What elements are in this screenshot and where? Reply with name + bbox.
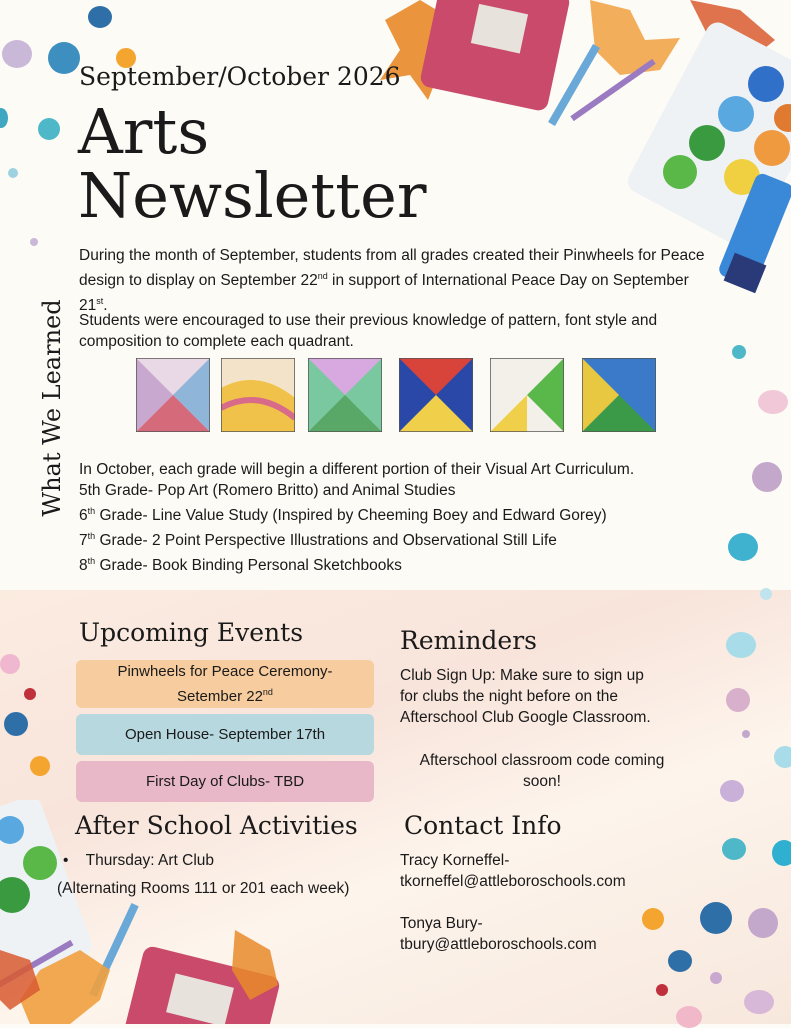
grade-6-number: 6 xyxy=(79,507,88,525)
paint-dot-icon xyxy=(758,390,788,414)
paint-dot-icon xyxy=(676,1006,702,1028)
curriculum-section xyxy=(79,459,759,576)
grade-7-text: Grade- 2 Point Perspective Illustrations and Observational Still Life xyxy=(95,532,557,550)
grade-8-text: Grade- Book Binding Personal Sketchbooks xyxy=(95,557,402,575)
event-pinwheels-ceremony xyxy=(76,660,374,708)
upcoming-events-heading: Upcoming Events xyxy=(79,618,304,647)
title-line-1: Arts xyxy=(78,95,210,168)
intro-sup-st: st xyxy=(96,296,104,307)
reminders-club-signup xyxy=(400,665,651,728)
grade-7-number: 7 xyxy=(79,532,88,550)
contact-email[interactable]: tkorneffel@attleboroschools.com xyxy=(400,873,626,890)
paint-dot-icon xyxy=(30,756,50,776)
grade-7-item xyxy=(79,526,759,551)
contact-email[interactable]: tbury@attleboroschools.com xyxy=(400,936,597,953)
event-first-day-clubs: First Day of Clubs- TBD xyxy=(76,761,374,802)
intro-text-a: During the month of September, students from all grades created their Pinwheels for Peace design to display on September 22 xyxy=(79,247,705,290)
activity-list-item xyxy=(63,850,214,871)
grade-6-item xyxy=(79,501,759,526)
title-line-2: Newsletter xyxy=(78,159,427,232)
paint-dot-icon xyxy=(88,6,112,28)
paint-dot-icon xyxy=(38,118,60,140)
contact-name: Tracy Korneffel- xyxy=(400,852,510,869)
pinwheel-artwork-image xyxy=(308,358,382,432)
event-open-house: Open House- September 17th xyxy=(76,714,374,755)
curriculum-intro: In October, each grade will begin a different portion of their Visual Art Curriculum. xyxy=(79,461,635,478)
paint-dot-icon xyxy=(722,838,746,860)
intro-text-b: in support of International Peace Day on September 21 xyxy=(79,272,689,315)
paint-dot-icon xyxy=(0,654,20,674)
ordinal-sup: th xyxy=(87,531,96,542)
paint-dot-icon xyxy=(710,972,722,984)
paint-dot-icon xyxy=(732,345,746,359)
paint-dot-icon xyxy=(726,632,756,658)
reminders-heading: Reminders xyxy=(400,626,537,655)
side-label: What We Learned xyxy=(38,299,66,517)
paint-dot-icon xyxy=(700,902,732,934)
intro-paragraph-2: Students were encouraged to use their previous knowledge of pattern, font style and composition to complete each quadrant. xyxy=(79,312,658,350)
paint-dot-icon xyxy=(668,950,692,972)
contact-1 xyxy=(400,850,626,892)
newsletter-title xyxy=(78,95,427,232)
sketchbook-icon xyxy=(419,0,571,112)
paint-dot-icon xyxy=(742,730,750,738)
event-1-line-2: Setember 22 xyxy=(177,687,263,705)
pinwheel-artwork-image xyxy=(490,358,564,432)
pinwheel-artwork-image xyxy=(136,358,210,432)
reminder-line: soon! xyxy=(523,773,561,790)
paint-dot-icon xyxy=(748,908,778,938)
activity-note: (Alternating Rooms 111 or 201 each week) xyxy=(57,880,350,897)
ordinal-sup: th xyxy=(87,556,96,567)
reminder-line: Afterschool Club Google Classroom. xyxy=(400,709,651,726)
reminder-line: Afterschool classroom code coming xyxy=(419,752,665,769)
paint-dot-icon xyxy=(48,42,80,74)
paint-dot-icon xyxy=(720,780,744,802)
reminder-line: for clubs the night before on the xyxy=(400,688,619,705)
intro-paragraph xyxy=(79,245,719,316)
pinwheel-artwork-image xyxy=(221,358,295,432)
paint-dot-icon xyxy=(772,840,791,866)
pinwheel-artwork-image xyxy=(582,358,656,432)
grade-6-text: Grade- Line Value Study (Inspired by Cheeming Boey and Edward Gorey) xyxy=(95,507,607,525)
event-1-line-1: Pinwheels for Peace Ceremony- xyxy=(117,662,333,680)
after-school-heading: After School Activities xyxy=(75,811,358,840)
event-1-sup: nd xyxy=(262,686,273,697)
reminders-classroom-code xyxy=(400,750,684,792)
reminder-line: Club Sign Up: Make sure to sign up xyxy=(400,667,644,684)
paint-dot-icon xyxy=(30,238,38,246)
paint-dot-icon xyxy=(2,40,32,68)
paint-dot-icon xyxy=(4,712,28,736)
intro-sup-nd: nd xyxy=(317,271,328,281)
pinwheel-artwork-image xyxy=(399,358,473,432)
paint-dot-icon xyxy=(744,990,774,1014)
activity-text: Thursday: Art Club xyxy=(85,852,215,869)
paint-dot-icon xyxy=(0,108,8,128)
contact-heading: Contact Info xyxy=(404,811,562,840)
paint-dot-icon xyxy=(774,746,791,768)
paint-dot-icon xyxy=(24,688,36,700)
grade-8-number: 8 xyxy=(79,557,88,575)
contact-name: Tonya Bury- xyxy=(400,915,483,932)
bullet-icon: • xyxy=(63,852,86,869)
issue-date: September/October 2026 xyxy=(79,62,401,91)
paint-dot-icon xyxy=(726,688,750,712)
paint-dot-icon xyxy=(8,168,18,178)
ordinal-sup: th xyxy=(87,506,96,516)
paint-dot-icon xyxy=(656,984,668,996)
intro-text-c: . xyxy=(103,297,108,315)
paint-dot-icon xyxy=(642,908,664,930)
grade-8-item xyxy=(79,551,759,576)
grade-5-item: 5th Grade- Pop Art (Romero Britto) and Animal Studies xyxy=(79,482,456,499)
contact-2 xyxy=(400,913,597,955)
paint-dot-icon xyxy=(760,588,772,600)
autumn-leaf-icon xyxy=(590,0,680,75)
